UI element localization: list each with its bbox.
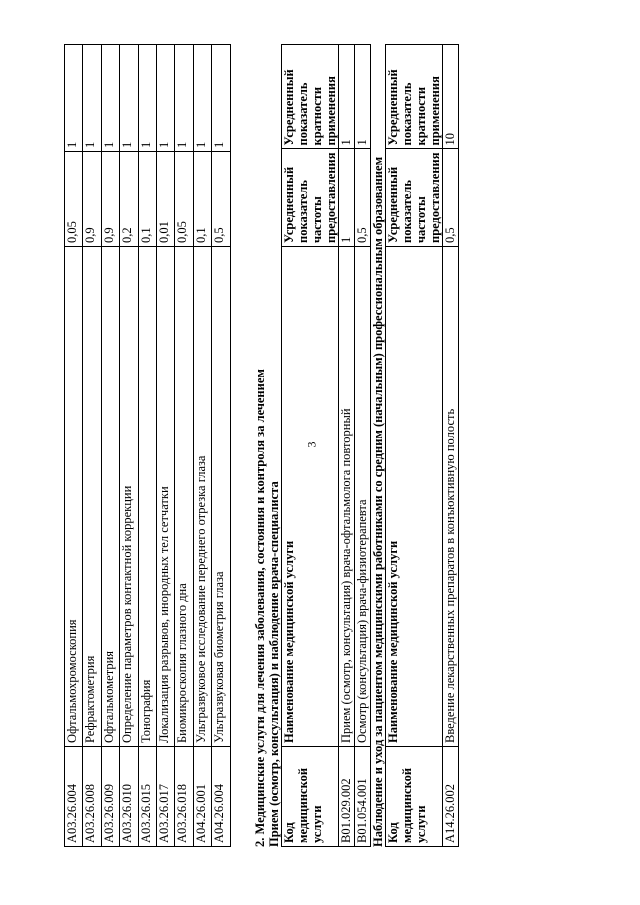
frequency-value: 0,1 bbox=[193, 152, 211, 247]
service-code: A03.26.018 bbox=[175, 747, 193, 847]
multiplicity-value: 1 bbox=[83, 45, 101, 152]
service-code: A03.26.008 bbox=[83, 747, 101, 847]
table-header-row bbox=[281, 45, 338, 847]
service-name: Тонография bbox=[138, 247, 156, 747]
service-code: A04.26.001 bbox=[193, 747, 211, 847]
multiplicity-value: 1 bbox=[175, 45, 193, 152]
service-name: Локализация разрывов, инородных тел сетчатки bbox=[156, 247, 174, 747]
frequency-value: 0,2 bbox=[120, 152, 138, 247]
column-header-code: Код медицинской услуги bbox=[385, 747, 442, 847]
table-row bbox=[442, 45, 458, 847]
multiplicity-value: 1 bbox=[156, 45, 174, 152]
multiplicity-value: 1 bbox=[354, 45, 370, 149]
service-code: A14.26.002 bbox=[442, 747, 458, 847]
service-code: A03.26.009 bbox=[101, 747, 119, 847]
service-code: A03.26.010 bbox=[120, 747, 138, 847]
table-row bbox=[138, 45, 156, 847]
multiplicity-value: 1 bbox=[338, 45, 354, 149]
column-header-multiplicity: Усредненный показатель кратности применения bbox=[385, 45, 442, 149]
service-name: Рефрактометрия bbox=[83, 247, 101, 747]
table-row bbox=[83, 45, 101, 847]
service-name: Ультразвуковая биометрия глаза bbox=[212, 247, 230, 747]
column-header-multiplicity: Усредненный показатель кратности применения bbox=[281, 45, 338, 149]
service-code: A03.26.017 bbox=[156, 747, 174, 847]
table-row bbox=[338, 45, 354, 847]
multiplicity-value: 1 bbox=[65, 45, 83, 152]
multiplicity-value: 10 bbox=[442, 45, 458, 149]
frequency-value: 0,1 bbox=[138, 152, 156, 247]
table-row bbox=[193, 45, 211, 847]
service-code: A03.26.004 bbox=[65, 747, 83, 847]
frequency-value: 1 bbox=[338, 149, 354, 247]
multiplicity-value: 1 bbox=[193, 45, 211, 152]
table-row bbox=[156, 45, 174, 847]
frequency-value: 0,5 bbox=[212, 152, 230, 247]
frequency-value: 0,5 bbox=[354, 149, 370, 247]
frequency-value: 0,5 bbox=[442, 149, 458, 247]
services-table-specialist bbox=[281, 44, 371, 847]
column-header-frequency: Усредненный показатель частоты предоставления bbox=[281, 149, 338, 247]
service-code: A04.26.004 bbox=[212, 747, 230, 847]
table-row bbox=[212, 45, 230, 847]
services-table-nursing bbox=[385, 44, 459, 847]
service-name: Определение параметров контактной коррекции bbox=[120, 247, 138, 747]
multiplicity-value: 1 bbox=[101, 45, 119, 152]
table-row bbox=[101, 45, 119, 847]
column-header-frequency: Усредненный показатель частоты предоставления bbox=[385, 149, 442, 247]
table-row bbox=[175, 45, 193, 847]
service-name: Офтальмометрия bbox=[101, 247, 119, 747]
service-name: Прием (осмотр, консультация) врача-офтальмолога повторный bbox=[338, 247, 354, 747]
column-header-name: Наименование медицинской услуги bbox=[281, 247, 338, 747]
services-table-diagnostics bbox=[64, 44, 231, 847]
service-name: Осмотр (консультация) врача-физиотерапевта bbox=[354, 247, 370, 747]
multiplicity-value: 1 bbox=[212, 45, 230, 152]
table-row bbox=[354, 45, 370, 847]
frequency-value: 0,9 bbox=[101, 152, 119, 247]
frequency-value: 0,05 bbox=[175, 152, 193, 247]
table-header-row bbox=[385, 45, 442, 847]
service-code: B01.029.002 bbox=[338, 747, 354, 847]
table-row bbox=[65, 45, 83, 847]
service-name: Введение лекарственных препаратов в конъюктивную полость bbox=[442, 247, 458, 747]
frequency-value: 0,05 bbox=[65, 152, 83, 247]
service-code: B01.054.001 bbox=[354, 747, 370, 847]
service-name: Ультразвуковое исследование переднего отрезка глаза bbox=[193, 247, 211, 747]
page-number: 3 bbox=[304, 441, 319, 448]
service-name: Офтальмохромоскопия bbox=[65, 247, 83, 747]
column-header-name: Наименование медицинской услуги bbox=[385, 247, 442, 747]
subsection-title: Наблюдение и уход за пациентом медицинскими работниками со средним (начальным) профессиональным образованием bbox=[370, 156, 385, 847]
multiplicity-value: 1 bbox=[120, 45, 138, 152]
service-name: Биомикроскопия глазного дна bbox=[175, 247, 193, 747]
section-title: 2. Медицинские услуги для лечения заболевания, состояния и контроля за лечением bbox=[252, 369, 267, 847]
frequency-value: 0,01 bbox=[156, 152, 174, 247]
multiplicity-value: 1 bbox=[138, 45, 156, 152]
rotated-document-content bbox=[64, 44, 457, 847]
frequency-value: 0,9 bbox=[83, 152, 101, 247]
column-header-code: Код медицинской услуги bbox=[281, 747, 338, 847]
subsection-title: Прием (осмотр, консультация) и наблюдение врача-специалиста bbox=[266, 481, 281, 847]
table-row bbox=[120, 45, 138, 847]
service-code: A03.26.015 bbox=[138, 747, 156, 847]
